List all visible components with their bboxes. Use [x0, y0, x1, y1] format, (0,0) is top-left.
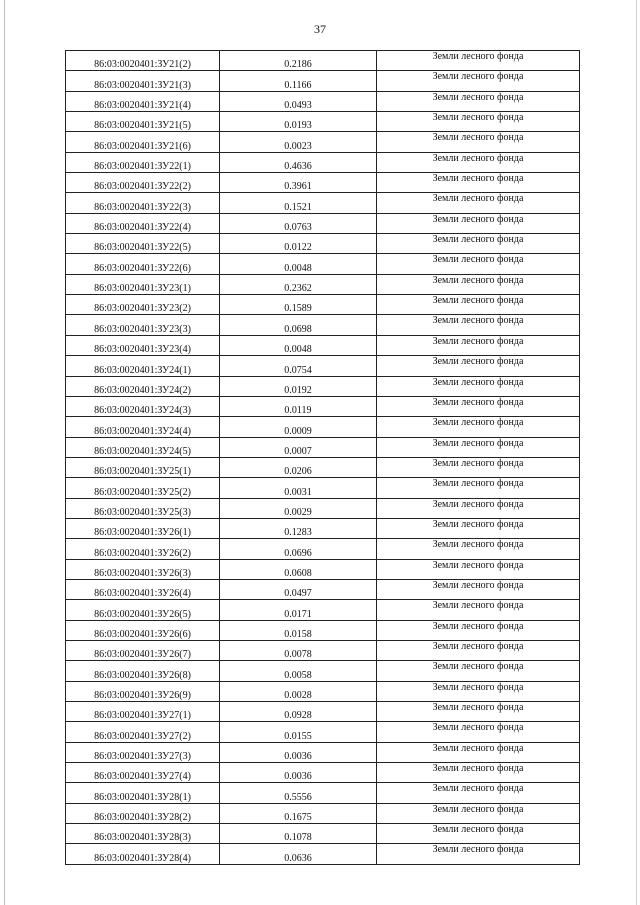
land-category-cell: Земли лесного фонда	[377, 193, 580, 213]
area-cell: 0.0636	[220, 844, 377, 864]
land-category-cell: Земли лесного фонда	[377, 579, 580, 599]
table-row	[66, 457, 580, 477]
table-row	[66, 152, 580, 172]
land-category-cell: Земли лесного фонда	[377, 600, 580, 620]
table-row	[66, 763, 580, 783]
table-row	[66, 213, 580, 233]
table-row	[66, 620, 580, 640]
area-cell: 0.0122	[220, 234, 377, 254]
land-category-cell: Земли лесного фонда	[377, 640, 580, 660]
area-cell: 0.0497	[220, 579, 377, 599]
parcel-id-cell: 86:03:0020401:ЗУ28(1)	[66, 783, 220, 803]
area-cell: 0.0078	[220, 640, 377, 660]
parcel-id-cell: 86:03:0020401:ЗУ23(1)	[66, 274, 220, 294]
table-row	[66, 722, 580, 742]
area-cell: 0.1078	[220, 824, 377, 844]
land-category-cell: Земли лесного фонда	[377, 824, 580, 844]
table-row	[66, 335, 580, 355]
area-cell: 0.1675	[220, 803, 377, 823]
parcel-id-cell: 86:03:0020401:ЗУ22(2)	[66, 173, 220, 193]
scan-edge-right	[636, 0, 637, 905]
parcel-id-cell: 86:03:0020401:ЗУ21(6)	[66, 132, 220, 152]
land-category-cell: Земли лесного фонда	[377, 518, 580, 538]
land-category-cell: Земли лесного фонда	[377, 132, 580, 152]
table-row	[66, 132, 580, 152]
area-cell: 0.0928	[220, 702, 377, 722]
table-row	[66, 539, 580, 559]
area-cell: 0.0048	[220, 335, 377, 355]
table-row	[66, 254, 580, 274]
land-category-cell: Земли лесного фонда	[377, 763, 580, 783]
parcel-id-cell: 86:03:0020401:ЗУ21(3)	[66, 71, 220, 91]
area-cell: 0.0158	[220, 620, 377, 640]
table-row	[66, 376, 580, 396]
table-row	[66, 91, 580, 111]
parcel-id-cell: 86:03:0020401:ЗУ24(5)	[66, 437, 220, 457]
land-category-cell: Земли лесного фонда	[377, 457, 580, 477]
land-category-cell: Земли лесного фонда	[377, 396, 580, 416]
land-category-cell: Земли лесного фонда	[377, 51, 580, 71]
table-row	[66, 112, 580, 132]
land-category-cell: Земли лесного фонда	[377, 234, 580, 254]
table-row	[66, 702, 580, 722]
area-cell: 0.0031	[220, 478, 377, 498]
land-category-cell: Земли лесного фонда	[377, 152, 580, 172]
area-cell: 0.1283	[220, 518, 377, 538]
area-cell: 0.0192	[220, 376, 377, 396]
parcel-id-cell: 86:03:0020401:ЗУ25(3)	[66, 498, 220, 518]
land-category-cell: Земли лесного фонда	[377, 742, 580, 762]
land-category-cell: Земли лесного фонда	[377, 722, 580, 742]
table-row	[66, 173, 580, 193]
parcel-id-cell: 86:03:0020401:ЗУ24(1)	[66, 356, 220, 376]
parcel-id-cell: 86:03:0020401:ЗУ27(2)	[66, 722, 220, 742]
table-row	[66, 274, 580, 294]
area-cell: 0.1521	[220, 193, 377, 213]
area-cell: 0.2186	[220, 51, 377, 71]
parcel-table	[65, 50, 580, 865]
parcel-id-cell: 86:03:0020401:ЗУ25(2)	[66, 478, 220, 498]
land-category-cell: Земли лесного фонда	[377, 112, 580, 132]
table-row	[66, 559, 580, 579]
area-cell: 0.0119	[220, 396, 377, 416]
table-row	[66, 71, 580, 91]
table-row	[66, 498, 580, 518]
parcel-id-cell: 86:03:0020401:ЗУ26(4)	[66, 579, 220, 599]
parcel-id-cell: 86:03:0020401:ЗУ21(2)	[66, 51, 220, 71]
parcel-id-cell: 86:03:0020401:ЗУ26(7)	[66, 640, 220, 660]
table-row	[66, 417, 580, 437]
area-cell: 0.0023	[220, 132, 377, 152]
table-row	[66, 234, 580, 254]
parcel-id-cell: 86:03:0020401:ЗУ27(4)	[66, 763, 220, 783]
table-row	[66, 579, 580, 599]
table-row	[66, 193, 580, 213]
land-category-cell: Земли лесного фонда	[377, 274, 580, 294]
area-cell: 0.0763	[220, 213, 377, 233]
parcel-id-cell: 86:03:0020401:ЗУ22(6)	[66, 254, 220, 274]
area-cell: 0.0493	[220, 91, 377, 111]
area-cell: 0.0036	[220, 763, 377, 783]
parcel-id-cell: 86:03:0020401:ЗУ26(6)	[66, 620, 220, 640]
area-cell: 0.5556	[220, 783, 377, 803]
table-row	[66, 437, 580, 457]
area-cell: 0.0171	[220, 600, 377, 620]
parcel-id-cell: 86:03:0020401:ЗУ24(2)	[66, 376, 220, 396]
parcel-id-cell: 86:03:0020401:ЗУ22(3)	[66, 193, 220, 213]
parcel-id-cell: 86:03:0020401:ЗУ22(4)	[66, 213, 220, 233]
parcel-id-cell: 86:03:0020401:ЗУ23(3)	[66, 315, 220, 335]
land-category-cell: Земли лесного фонда	[377, 681, 580, 701]
table-row	[66, 844, 580, 864]
area-cell: 0.3961	[220, 173, 377, 193]
parcel-id-cell: 86:03:0020401:ЗУ22(5)	[66, 234, 220, 254]
parcel-id-cell: 86:03:0020401:ЗУ27(1)	[66, 702, 220, 722]
area-cell: 0.0058	[220, 661, 377, 681]
table-row	[66, 742, 580, 762]
parcel-id-cell: 86:03:0020401:ЗУ28(4)	[66, 844, 220, 864]
table-row	[66, 783, 580, 803]
land-category-cell: Земли лесного фонда	[377, 213, 580, 233]
area-cell: 0.0608	[220, 559, 377, 579]
table-row	[66, 600, 580, 620]
area-cell: 0.4636	[220, 152, 377, 172]
table-row	[66, 518, 580, 538]
area-cell: 0.0696	[220, 539, 377, 559]
parcel-id-cell: 86:03:0020401:ЗУ25(1)	[66, 457, 220, 477]
parcel-id-cell: 86:03:0020401:ЗУ26(5)	[66, 600, 220, 620]
area-cell: 0.1166	[220, 71, 377, 91]
parcel-table-body	[66, 51, 580, 865]
area-cell: 0.0028	[220, 681, 377, 701]
table-row	[66, 295, 580, 315]
parcel-id-cell: 86:03:0020401:ЗУ24(3)	[66, 396, 220, 416]
parcel-id-cell: 86:03:0020401:ЗУ24(4)	[66, 417, 220, 437]
land-category-cell: Земли лесного фонда	[377, 783, 580, 803]
parcel-id-cell: 86:03:0020401:ЗУ26(9)	[66, 681, 220, 701]
area-cell: 0.0007	[220, 437, 377, 457]
table-row	[66, 824, 580, 844]
land-category-cell: Земли лесного фонда	[377, 844, 580, 864]
area-cell: 0.0029	[220, 498, 377, 518]
area-cell: 0.0036	[220, 742, 377, 762]
parcel-id-cell: 86:03:0020401:ЗУ21(4)	[66, 91, 220, 111]
table-row	[66, 681, 580, 701]
land-category-cell: Земли лесного фонда	[377, 254, 580, 274]
area-cell: 0.0155	[220, 722, 377, 742]
land-category-cell: Земли лесного фонда	[377, 437, 580, 457]
land-category-cell: Земли лесного фонда	[377, 803, 580, 823]
land-category-cell: Земли лесного фонда	[377, 498, 580, 518]
parcel-id-cell: 86:03:0020401:ЗУ26(2)	[66, 539, 220, 559]
table-row	[66, 396, 580, 416]
area-cell: 0.1589	[220, 295, 377, 315]
page-number: 37	[314, 22, 326, 36]
area-cell: 0.2362	[220, 274, 377, 294]
land-category-cell: Земли лесного фонда	[377, 539, 580, 559]
land-category-cell: Земли лесного фонда	[377, 478, 580, 498]
parcel-id-cell: 86:03:0020401:ЗУ26(8)	[66, 661, 220, 681]
table-row	[66, 803, 580, 823]
table-row	[66, 315, 580, 335]
parcel-id-cell: 86:03:0020401:ЗУ21(5)	[66, 112, 220, 132]
land-category-cell: Земли лесного фонда	[377, 71, 580, 91]
table-row	[66, 51, 580, 71]
area-cell: 0.0754	[220, 356, 377, 376]
parcel-id-cell: 86:03:0020401:ЗУ28(3)	[66, 824, 220, 844]
area-cell: 0.0048	[220, 254, 377, 274]
table-row	[66, 356, 580, 376]
parcel-id-cell: 86:03:0020401:ЗУ28(2)	[66, 803, 220, 823]
land-category-cell: Земли лесного фонда	[377, 173, 580, 193]
parcel-id-cell: 86:03:0020401:ЗУ23(4)	[66, 335, 220, 355]
table-row	[66, 640, 580, 660]
land-category-cell: Земли лесного фонда	[377, 417, 580, 437]
table-row	[66, 478, 580, 498]
parcel-id-cell: 86:03:0020401:ЗУ27(3)	[66, 742, 220, 762]
parcel-id-cell: 86:03:0020401:ЗУ26(3)	[66, 559, 220, 579]
area-cell: 0.0193	[220, 112, 377, 132]
table-row	[66, 661, 580, 681]
land-category-cell: Земли лесного фонда	[377, 559, 580, 579]
land-category-cell: Земли лесного фонда	[377, 661, 580, 681]
scan-edge-left	[4, 0, 5, 905]
area-cell: 0.0698	[220, 315, 377, 335]
area-cell: 0.0206	[220, 457, 377, 477]
land-category-cell: Земли лесного фонда	[377, 315, 580, 335]
land-category-cell: Земли лесного фонда	[377, 702, 580, 722]
land-category-cell: Земли лесного фонда	[377, 356, 580, 376]
parcel-id-cell: 86:03:0020401:ЗУ23(2)	[66, 295, 220, 315]
area-cell: 0.0009	[220, 417, 377, 437]
land-category-cell: Земли лесного фонда	[377, 335, 580, 355]
parcel-id-cell: 86:03:0020401:ЗУ26(1)	[66, 518, 220, 538]
land-category-cell: Земли лесного фонда	[377, 376, 580, 396]
land-category-cell: Земли лесного фонда	[377, 620, 580, 640]
parcel-id-cell: 86:03:0020401:ЗУ22(1)	[66, 152, 220, 172]
land-category-cell: Земли лесного фонда	[377, 91, 580, 111]
land-category-cell: Земли лесного фонда	[377, 295, 580, 315]
